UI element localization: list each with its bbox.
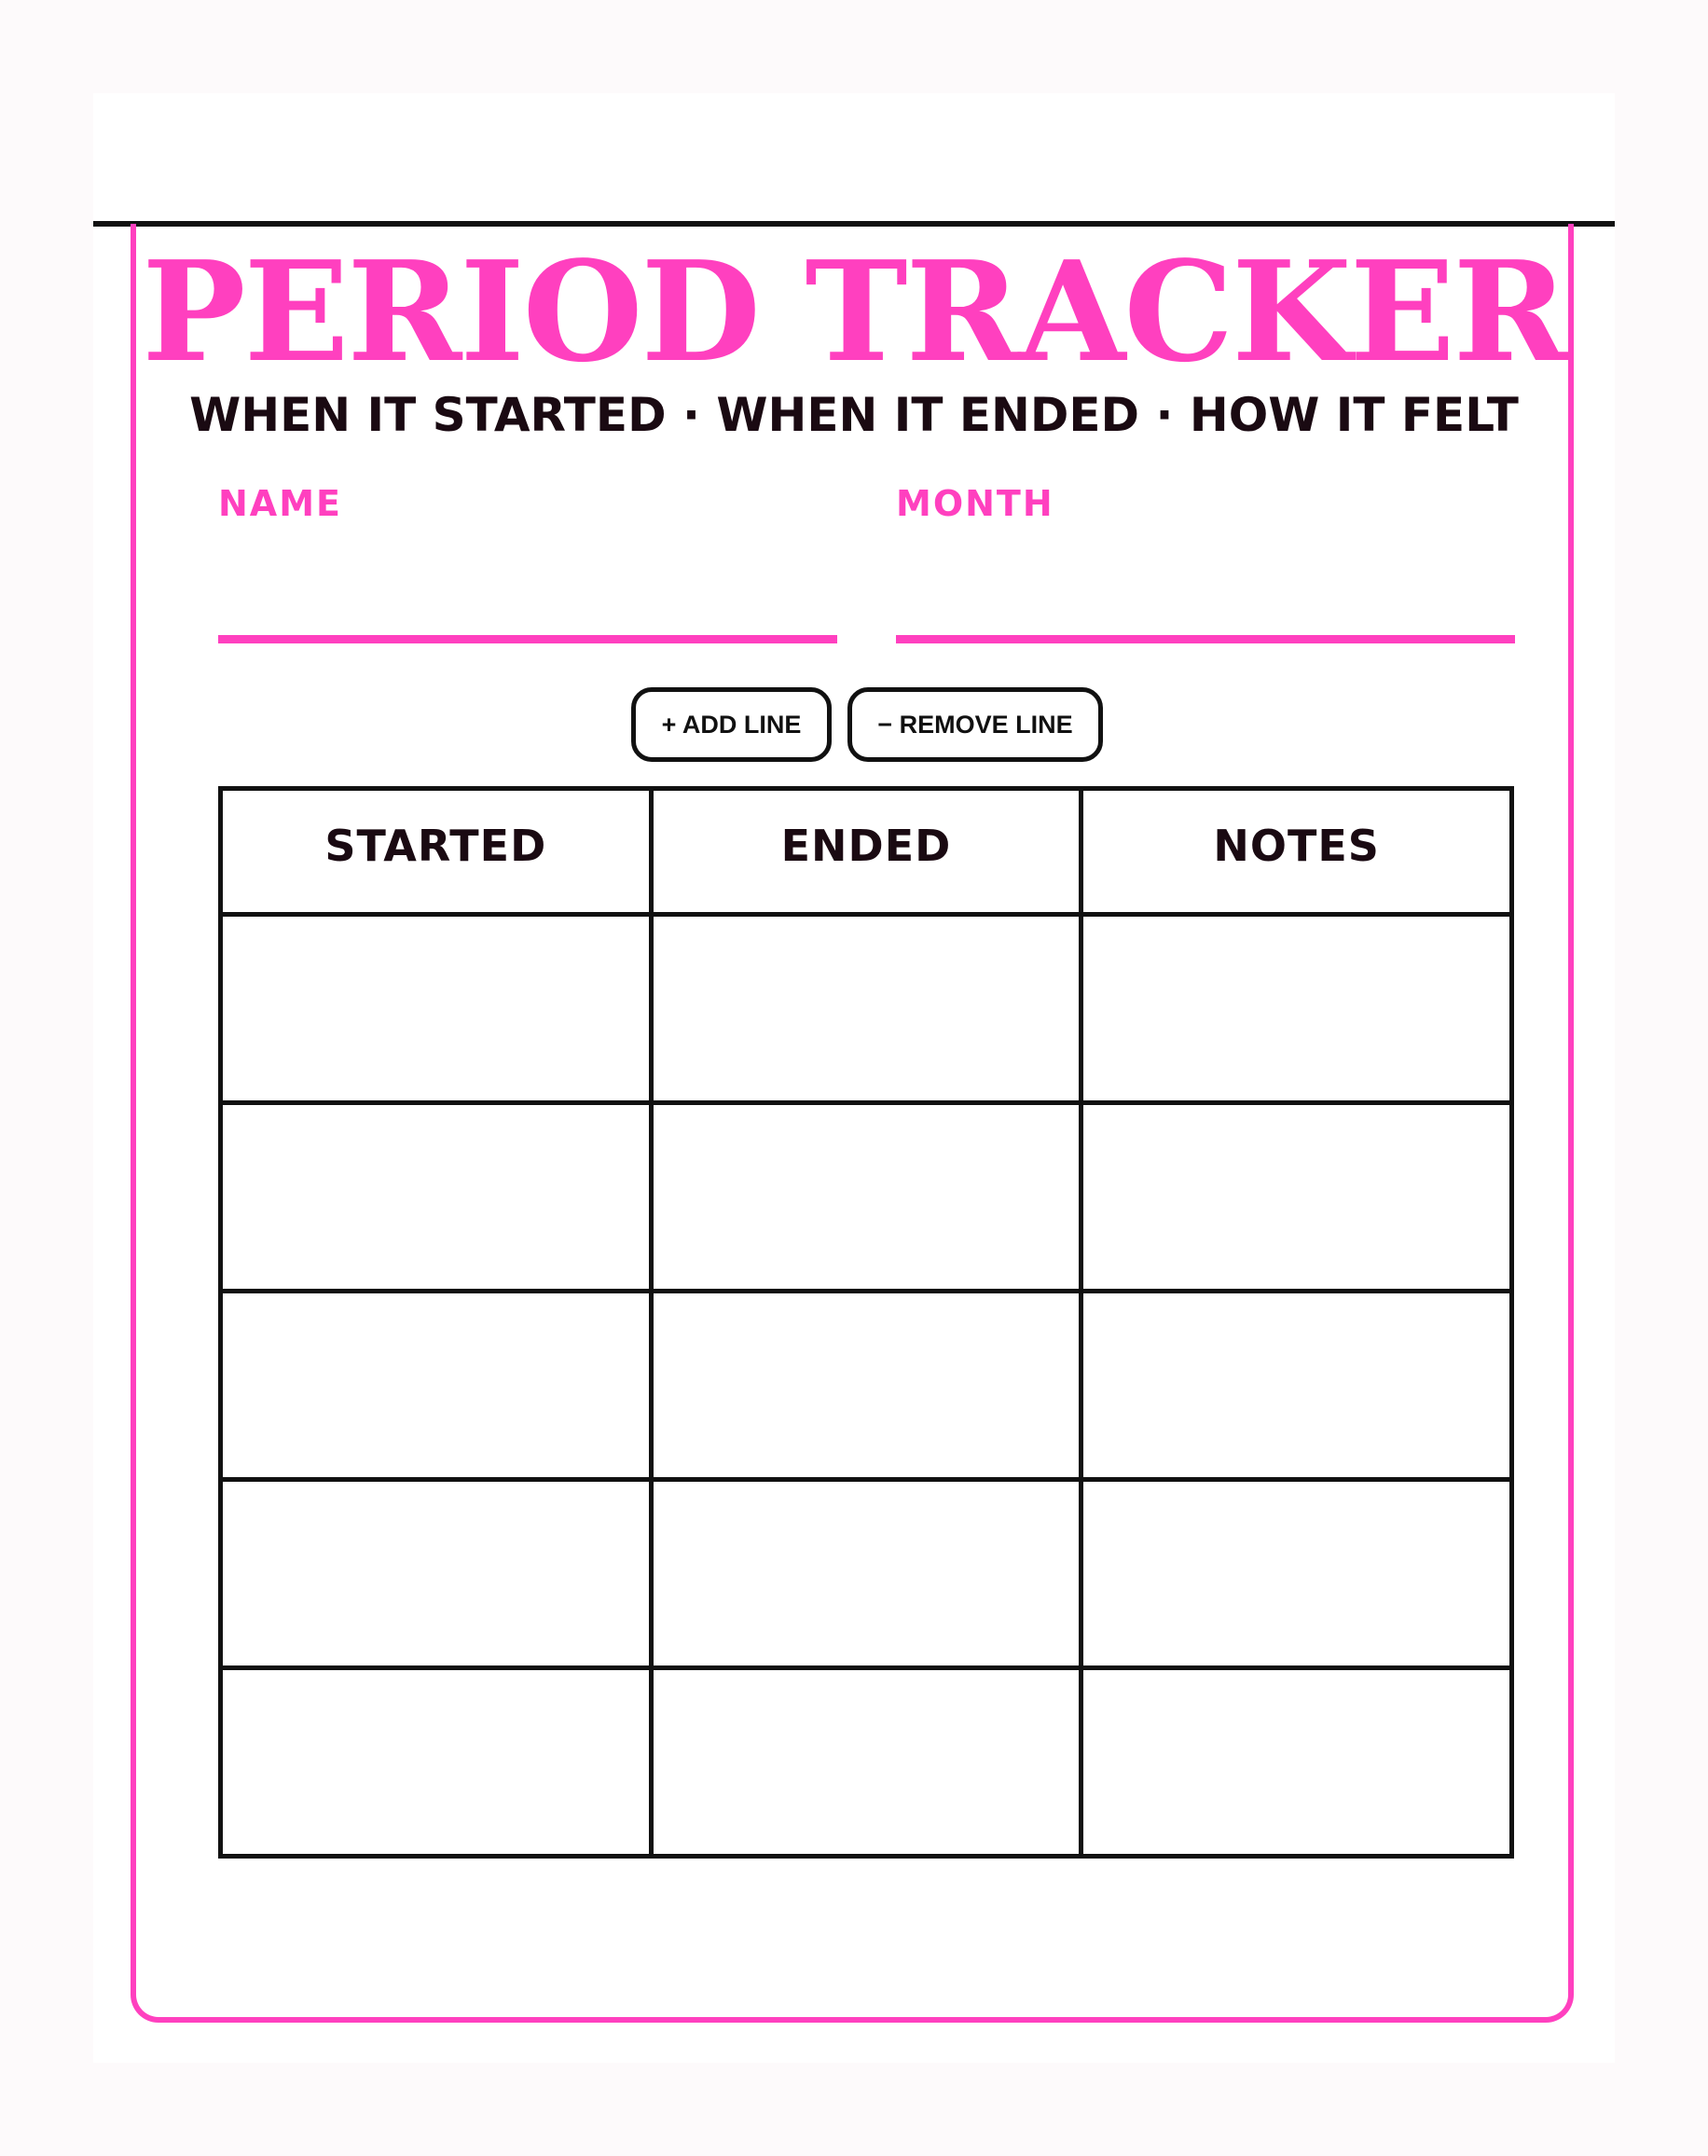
ended-cell[interactable] [651,1292,1081,1480]
page-title: PERIOD TRACKER [142,230,1566,393]
ended-cell[interactable] [651,915,1081,1103]
ended-cell[interactable] [651,1103,1081,1292]
column-header-started: STARTED [221,789,652,915]
notes-cell[interactable] [1081,1480,1512,1668]
table-row [221,1480,1512,1668]
notes-cell[interactable] [1081,1668,1512,1857]
ended-cell[interactable] [651,1480,1081,1668]
table-row [221,1103,1512,1292]
table-row [221,1668,1512,1857]
started-cell[interactable] [221,1668,652,1857]
notes-cell[interactable] [1081,915,1512,1103]
month-label: MONTH [896,483,1054,524]
started-cell[interactable] [221,1292,652,1480]
notes-cell[interactable] [1081,1292,1512,1480]
month-input[interactable] [896,587,1515,643]
table-row [221,1292,1512,1480]
started-cell[interactable] [221,1480,652,1668]
add-line-button[interactable]: + ADD LINE [631,687,832,762]
remove-line-button[interactable]: − REMOVE LINE [847,687,1103,762]
notes-cell[interactable] [1081,1103,1512,1292]
ended-cell[interactable] [651,1668,1081,1857]
started-cell[interactable] [221,1103,652,1292]
page-subtitle: WHEN IT STARTED · WHEN IT ENDED · HOW IT FELT [189,388,1519,442]
header-row [221,789,1512,915]
column-header-notes: NOTES [1081,789,1512,915]
tracker-table [218,786,1514,1859]
started-cell[interactable] [221,915,652,1103]
name-input[interactable] [218,587,837,643]
name-label: NAME [218,483,342,524]
column-header-ended: ENDED [651,789,1081,915]
table-row [221,915,1512,1103]
